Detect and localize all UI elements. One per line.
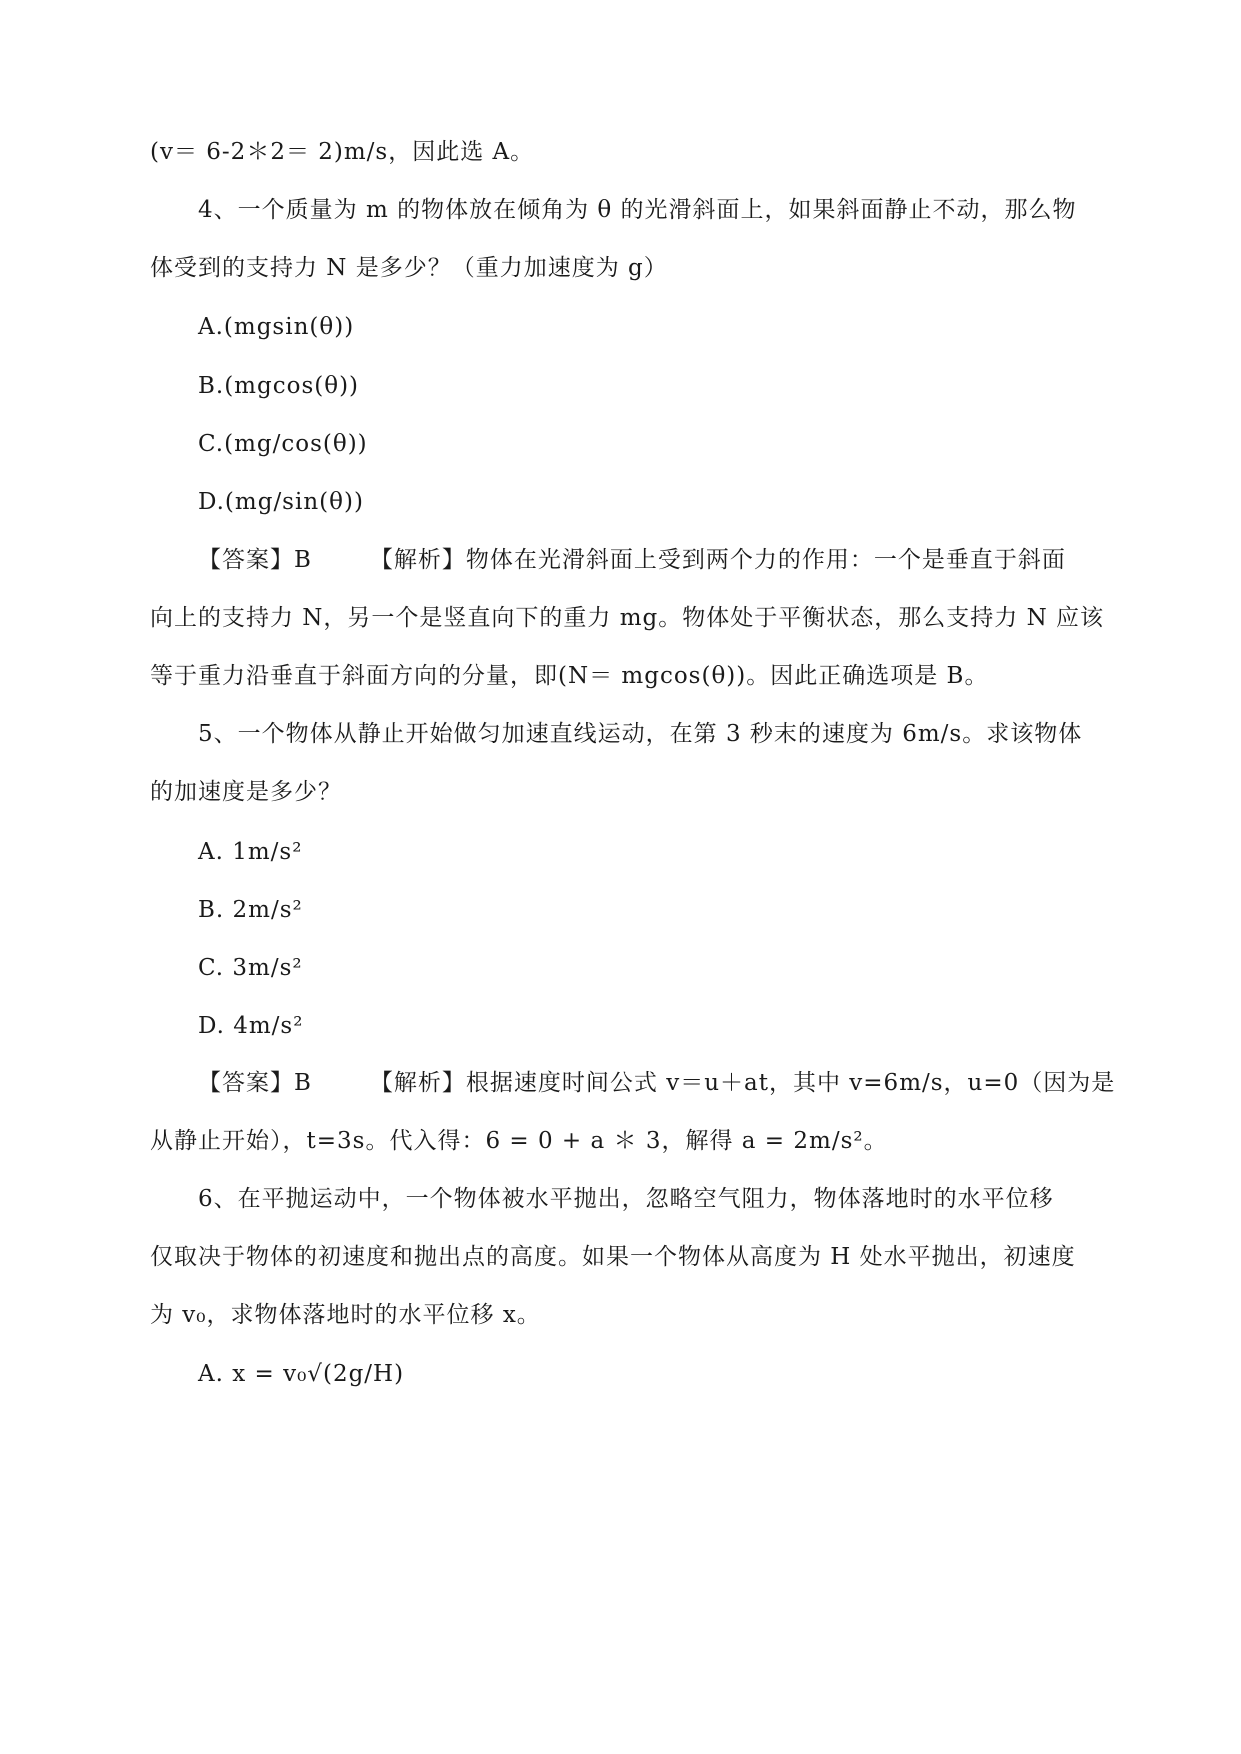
text-line: (v＝ 6-2＊2＝ 2)m/s，因此选 A。 [150,139,535,165]
option-b: B.(mgcos(θ)) [198,373,360,399]
answer-label: 【答案】B [198,547,312,573]
question-5-line: 5、一个物体从静止开始做匀加速直线运动，在第 3 秒末的速度为 6m/s。求该物体 [198,721,1083,747]
option-a: A. x = v₀√(2g/H) [198,1361,405,1387]
answer-label: 【答案】B [198,1070,312,1096]
text-line: 从静止开始），t=3s。代入得：6 = 0 + a ＊ 3，解得 a = 2m/s²。 [150,1128,888,1154]
text-line: 等于重力沿垂直于斜面方向的分量，即(N＝ mgcos(θ))。因此正确选项是 B。 [150,663,989,689]
text-line: 体受到的支持力 N 是多少？（重力加速度为 g） [150,255,668,281]
answer-line [198,1067,1158,1099]
question-6-line: 6、在平抛运动中，一个物体被水平抛出，忽略空气阻力，物体落地时的水平位移 [198,1186,1054,1212]
text-line: 为 v₀，求物体落地时的水平位移 x。 [150,1302,541,1328]
question-4-line: 4、一个质量为 m 的物体放在倾角为 θ 的光滑斜面上，如果斜面静止不动，那么物 [198,197,1077,223]
text-line: 向上的支持力 N，另一个是竖直向下的重力 mg。物体处于平衡状态，那么支持力 N 应该 [150,605,1105,631]
option-a: A. 1m/s² [198,839,303,865]
analysis-text: 【解析】根据速度时间公式 v＝u＋at，其中 v=6m/s，u=0（因为是 [369,1070,1116,1096]
answer-line [198,544,1158,576]
option-b: B. 2m/s² [198,897,303,923]
option-d: D.(mg/sin(θ)) [198,489,364,515]
option-c: C. 3m/s² [198,955,303,981]
text-line: 仅取决于物体的初速度和抛出点的高度。如果一个物体从高度为 H 处水平抛出，初速度 [150,1244,1076,1270]
option-c: C.(mg/cos(θ)) [198,431,368,457]
text-line: 的加速度是多少？ [150,779,342,805]
option-d: D. 4m/s² [198,1013,304,1039]
option-a: A.(mgsin(θ)) [198,314,355,340]
analysis-text: 【解析】物体在光滑斜面上受到两个力的作用：一个是垂直于斜面 [369,547,1066,573]
